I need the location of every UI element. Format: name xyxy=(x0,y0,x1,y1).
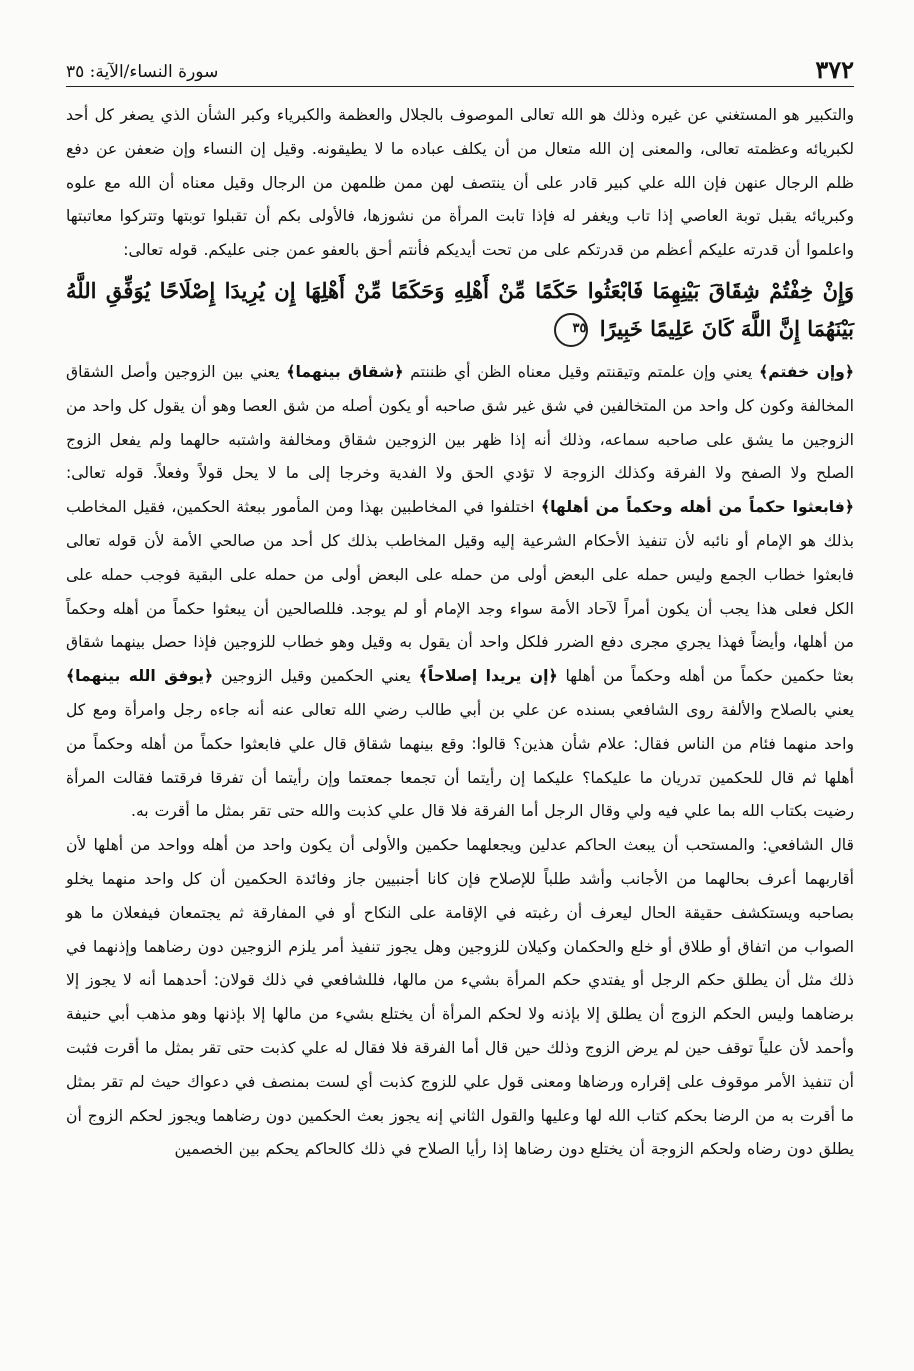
quoted-phrase: ﴿إن يريدا إصلاحاً﴾ xyxy=(418,667,558,686)
ayah-number-marker: ٣٥ xyxy=(554,313,588,347)
running-header xyxy=(66,52,854,87)
quoted-phrase: ﴿يوفق الله بينهما﴾ xyxy=(66,667,214,686)
page-number: ٣٧٢ xyxy=(815,55,854,84)
tafsir-paragraph xyxy=(66,356,854,829)
page-body xyxy=(66,99,854,1167)
commentary-text: اختلفوا في المخاطبين بهذا ومن المأمور ببعثة الحكمين، فقيل المخاطب بذلك هو الإمام أو نائبه لأن تنفيذ الأحكام الشرعية إليه وقيل المخاطب بذلك كل أحد من صالحي الأمة لأن قوله تعالى فابعثوا خطاب الجمع وليس حمله على البعض أولى من حمله على البعض أولى من حمله على البقية فوجب حمله على الكل فعلى هذا يجب أن يكون أمراً لآحاد الأمة سواء وجد الإمام أو لم يوجد. فللصالحين أن يبعثوا حكماً من أهله وحكماً من أهلها، وأيضاً فهذا يجري مجرى دفع الضرر فلكل واحد أن يقول به وقيل وهو خطاب للزوجين فإذا حصل بينهما شقاق بعثا حكمين حكماً من أهله وحكماً من أهلها xyxy=(66,498,854,686)
commentary-text: يعني وإن علمتم وتيقنتم وقيل معناه الظن أي ظننتم xyxy=(403,362,760,381)
quran-verse xyxy=(66,272,854,348)
surah-reference: سورة النساء/الآية: ٣٥ xyxy=(66,62,219,82)
commentary-text: يعني بين الزوجين وأصل الشقاق المخالفة وكون كل واحد من المتخالفين في شق غير شق صاحبه أو يكون أصله من شق العصا وهو أن يقول كل واحد من الزوجين ما يشق على صاحبه سماعه، وذلك أنه إذا ظهر بين الزوجين شقاق ومخالفة واشتبه حالهما ولم يفعل الزوج الصلح ولا الصفح ولا الفرقة وكذلك الزوجة لا تؤدي الحق ولا الفدية وخرجا إلى ما لا يحل قولاً وفعلاً. قوله تعالى: xyxy=(66,362,854,483)
commentary-text: يعني الحكمين وقيل الزوجين xyxy=(213,667,419,686)
quoted-phrase: ﴿فابعثوا حكماً من أهله وحكماً من أهلها﴾ xyxy=(540,498,854,517)
quoted-phrase: ﴿شقاق بينهما﴾ xyxy=(286,362,404,381)
intro-paragraph: والتكبير هو المستغني عن غيره وذلك هو الله تعالى الموصوف بالجلال والعظمة والكبرياء وكبر الشأن الذي يصغر كل أحد لكبريائه وعظمته تعالى، والمعنى إن الله متعال من أن يكلف عباده ما لا يطيقونه. وقيل إن النساء وإن ضعفن عن دفع ظلم الرجال عنهن فإن الله علي كبير قادر على أن ينتصف لهن ممن ظلمهن من الرجال وقيل معناه أن الله مع علوه وكبريائه يقبل توبة العاصي إذا تاب ويغفر له فإذا تابت المرأة من نشوزها، فالأولى بكم أن تقبلوا توبتها وتتركوا معاتبتها واعلموا أن قدرته عليكم أعظم من قدرتكم على من تحت أيديكم فأنتم أحق بالعفو عمن جنى عليكم. قوله تعالى: xyxy=(66,106,854,260)
verse-text: وَإِنْ خِفْتُمْ شِقَاقَ بَيْنِهِمَا فَابْعَثُوا حَكَمًا مِّنْ أَهْلِهِ وَحَكَمًا مِّنْ أَهْلِهَا إِن يُرِيدَا إِصْلَاحًا يُوَفِّقِ اللَّهُ بَيْنَهُمَا إِنَّ اللَّهَ كَانَ عَلِيمًا خَبِيرًا xyxy=(66,277,854,341)
commentary-text: يعني بالصلاح والألفة روى الشافعي بسنده عن علي بن أبي طالب رضي الله تعالى عنه أنه جاءه رجل وامرأة ومع كل واحد منهما فئام من الناس فقال: علام شأن هذين؟ قالوا: وقع بينهما شقاق قال علي فابعثوا حكماً من أهله وحكماً من أهلها ثم قال للحكمين تدريان ما عليكما؟ عليكما إن رأيتما أن تجمعا جمعتما وإن رأيتما أن تفرقا فرقتما فقالت المرأة رضيت بكتاب الله بما علي فيه ولي وقال الرجل أما الفرقة فلا قال علي كذبت والله حتى تقر بمثل ما أقرت به. xyxy=(66,700,854,821)
shafii-paragraph: قال الشافعي: والمستحب أن يبعث الحاكم عدلين ويجعلهما حكمين والأولى أن يكون واحد من أهله وواحد من أهلها لأن أقاربهما أعرف بحالهما من الأجانب وأشد طلباً للإصلاح فإن كانا أجنبيين جاز وفائدة الحكمين أن كل واحد منهما يخلو بصاحبه ويستكشف حقيقة الحال ليعرف أن رغبته في الإقامة على النكاح أو في المفارقة ثم يجتمعان فيفعلان ما هو الصواب من اتفاق أو طلاق أو خلع والحكمان وكيلان للزوجين وهل يجوز تنفيذ أمر يلزم الزوجين دون رضاهما وإذنهما في ذلك مثل أن يطلق حكم الرجل أو يفتدي حكم المرأة بشيء من مالها، فللشافعي في ذلك قولان: أحدهما أنه لا يجوز إلا برضاهما وليس الحكم الزوج أن يطلق إلا بإذنه ولا لحكم المرأة أن يختلع بشيء من مالها إلا بإذنها وهو مذهب أبي حنيفة وأحمد لأن علياً توقف حين لم يرض الزوج وذلك حين قال أما الفرقة فلا فقال له علي كذبت حتى تقر بمثل ما أقرت فثبت أن تنفيذ الأمر موقوف على إقراره ورضاها ومعنى قول علي للزوج كذبت أي لست بمنصف في دعواك حيث لم تقر بمثل ما أقرت به من الرضا بحكم كتاب الله لها وعليها والقول الثاني إنه يجوز بعث الحكمين دون رضاهما ويجوز لحكم الزوج أن يطلق دون رضاه ولحكم الزوجة أن يختلع دون رضاها إذا رأيا الصلاح في ذلك كالحاكم يحكم بين الخصمين xyxy=(66,836,854,1159)
quoted-phrase: ﴿وإن خفتم﴾ xyxy=(759,362,854,381)
